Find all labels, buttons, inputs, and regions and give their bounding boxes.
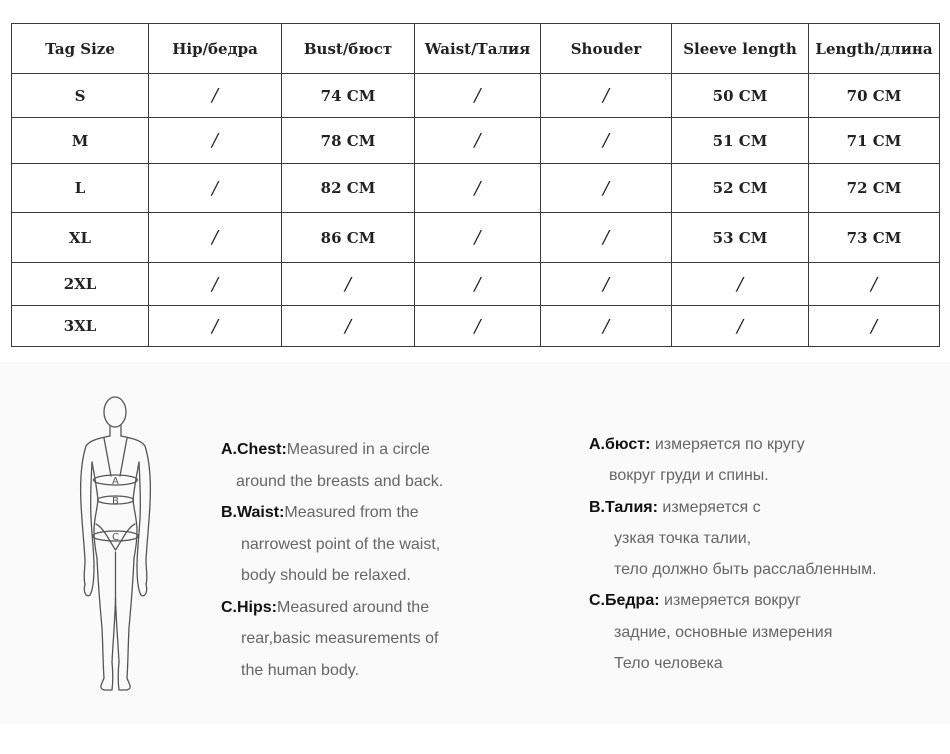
table-row [12,164,940,213]
cell-hip: / [149,118,282,164]
hips-ru-title: C.Бедра: [589,592,660,610]
cell-bust: / [282,306,415,347]
cell-length: / [809,306,940,347]
size-table [11,23,940,347]
waist-line-3: body should be relaxed. [241,567,411,584]
cell-shoulder: / [541,164,672,213]
cell-waist: / [415,306,541,347]
table-row [12,74,940,118]
cell-hip: / [149,74,282,118]
cell-size: M [12,118,149,164]
cell-size: S [12,74,149,118]
header-bust: Bust/бюст [282,24,415,74]
cell-length: 73 CM [809,213,940,263]
cell-hip: / [149,213,282,263]
cell-waist: / [415,213,541,263]
waist-ru-line-2: узкая точка талии, [614,529,752,547]
hips-line-3: the human body. [241,661,360,679]
cell-waist: / [415,164,541,213]
cell-size: 3XL [12,306,149,347]
table-row [12,118,940,164]
cell-hip: / [149,164,282,213]
cell-bust: 78 CM [282,118,415,164]
figure-label-b: B [112,496,119,507]
table-row [12,213,940,263]
header-waist: Waist/Талия [415,24,541,74]
hips-line-1: C.Hips:Measured around the [221,598,430,616]
body-figure-illustration [70,392,165,697]
hips-ru-line-1: C.Бедра: измеряется вокруг [589,592,801,610]
waist-ru-title: B.Талия: [589,498,658,516]
table-header-row [12,24,940,74]
figure-label-a: A [112,476,119,487]
cell-hip: / [149,263,282,306]
cell-length: 71 CM [809,118,940,164]
cell-size: XL [12,213,149,263]
table-row [12,306,940,347]
header-tag-size: Tag Size [12,24,149,74]
waist-line-1: B.Waist:Measured from the [221,504,419,521]
cell-bust: 74 CM [282,74,415,118]
cell-size: L [12,164,149,213]
figure-label-c: C [112,532,119,543]
waist-title: B.Waist: [221,504,285,521]
header-shoulder: Shouder [541,24,672,74]
cell-sleeve: / [672,306,809,347]
cell-waist: / [415,118,541,164]
cell-sleeve: 53 CM [672,213,809,263]
bust-ru-title: A.бюст: [589,436,651,453]
header-hip: Hip/бедра [149,24,282,74]
measurement-guide-panel [0,362,950,724]
cell-bust: 82 CM [282,164,415,213]
cell-shoulder: / [541,263,672,306]
cell-sleeve: 52 CM [672,164,809,213]
cell-shoulder: / [541,306,672,347]
cell-length: / [809,263,940,306]
cell-hip: / [149,306,282,347]
cell-sleeve: 50 CM [672,74,809,118]
hips-ru-line-3: Тело человека [614,655,723,673]
cell-bust: / [282,263,415,306]
waist-ru-line-1: B.Талия: измеряется с [589,498,761,516]
cell-sleeve: 51 CM [672,118,809,164]
table-row [12,263,940,306]
guide-english [221,434,541,686]
cell-waist: / [415,74,541,118]
waist-line-2: narrowest point of the waist, [241,535,441,553]
cell-bust: 86 CM [282,213,415,263]
cell-sleeve: / [672,263,809,306]
chest-line-2: around the breasts and back. [236,472,444,490]
hips-title: C.Hips: [221,598,277,616]
chest-line-1: A.Chest:Measured in a circle [221,441,430,458]
cell-waist: / [415,263,541,306]
cell-length: 70 CM [809,74,940,118]
cell-shoulder: / [541,118,672,164]
header-length: Length/длина [809,24,940,74]
hips-line-2: rear,basic measurements of [241,630,439,647]
chest-title: A.Chest: [221,441,287,458]
header-sleeve-length: Sleeve length [672,24,809,74]
bust-ru-line-2: вокруг груди и спины. [609,467,769,485]
guide-russian [589,429,939,679]
hips-ru-line-2: задние, основные измерения [614,623,833,641]
cell-shoulder: / [541,213,672,263]
cell-shoulder: / [541,74,672,118]
bust-ru-line-1: A.бюст: измеряется по кругу [589,436,805,453]
cell-length: 72 CM [809,164,940,213]
waist-ru-line-3: тело должно быть расслабленным. [614,561,877,579]
cell-size: 2XL [12,263,149,306]
